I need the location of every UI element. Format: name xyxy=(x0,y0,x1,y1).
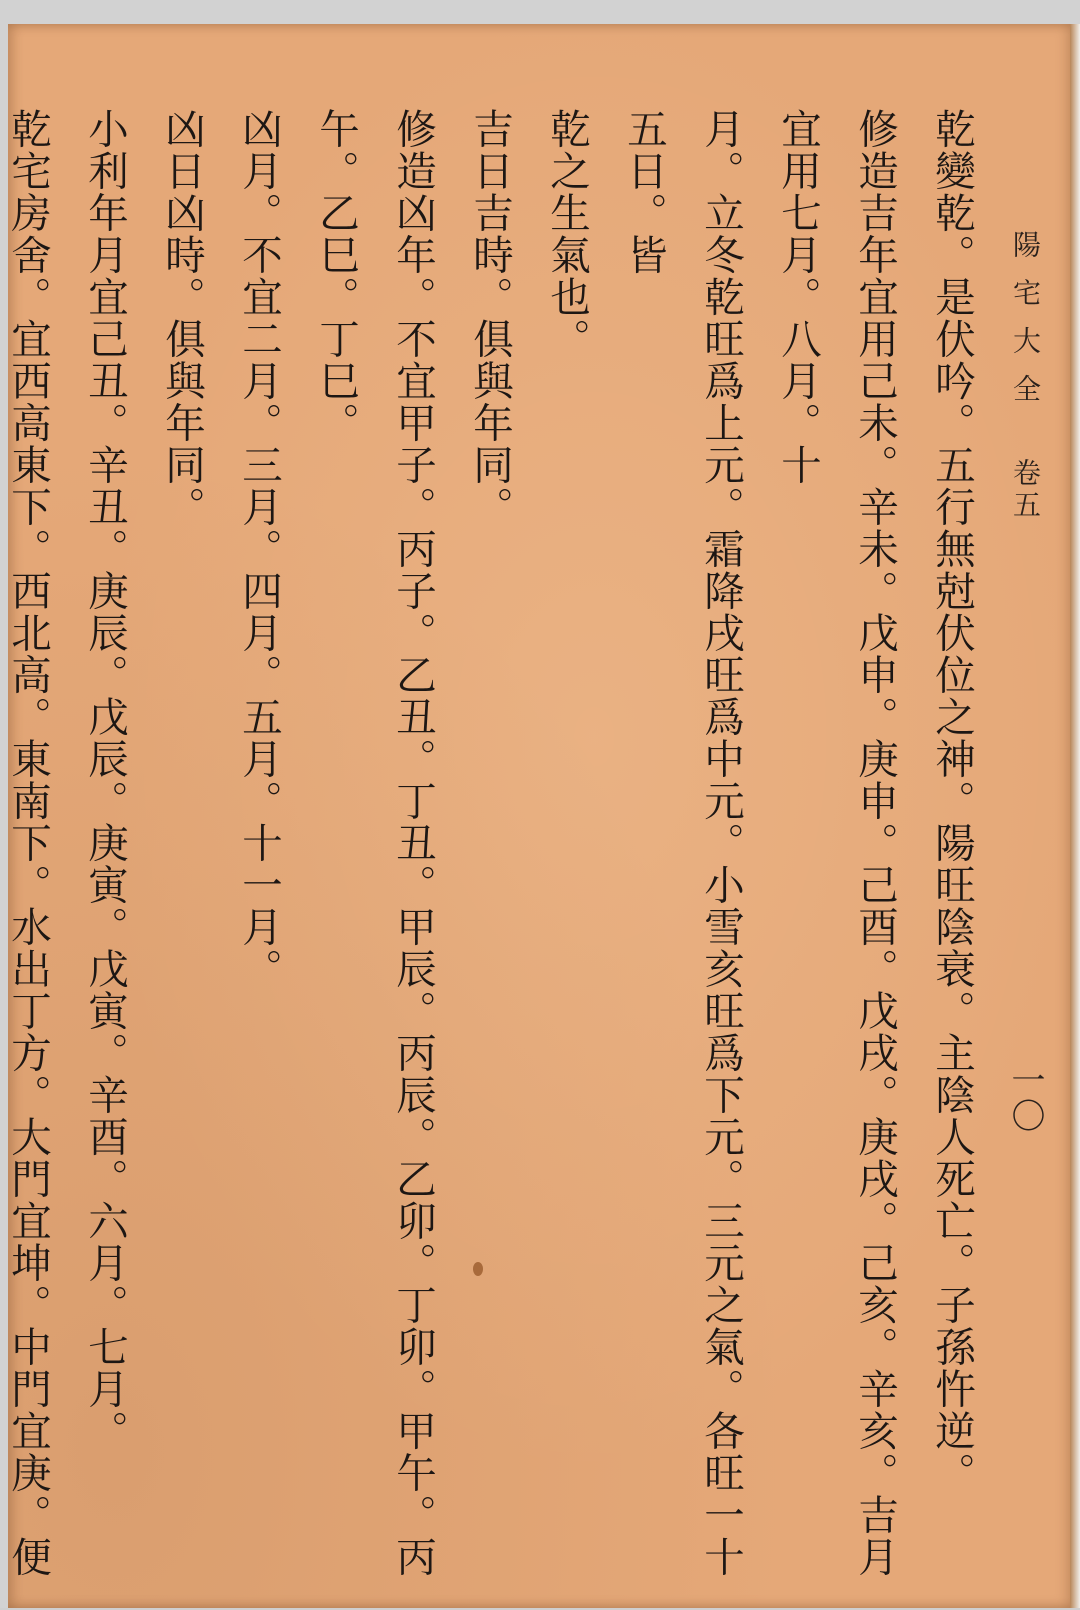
text-column: 修造吉年宜用己未。辛未。戊申。庚申。己酉。戊戌。庚戌。己亥。辛亥。吉月宜用七月。八月。十 xyxy=(774,108,899,1578)
vertical-text-body xyxy=(4,108,990,1588)
page-number: 一〇 xyxy=(1005,1062,1045,1134)
text-column: 月。立冬乾旺爲上元。霜降戌旺爲中元。小雪亥旺爲下元。三元之氣。各旺一十五日。皆 xyxy=(620,108,745,1578)
text-column: 凶月。不宜二月。三月。四月。五月。十一月。 xyxy=(235,108,283,990)
page-edge xyxy=(1070,24,1080,1608)
text-column: 凶日凶時。俱與年同。 xyxy=(158,108,206,528)
volume-label: 卷五 xyxy=(1009,458,1042,522)
text-column: 乾之生氣也。 xyxy=(543,108,591,360)
text-column: 乾變乾。是伏吟。五行無尅伏位之神。陽旺陰衰。主陰人死亡。子孫忤逆。 xyxy=(928,108,976,1494)
text-column: 修造凶年。不宜甲子。丙子。乙丑。丁丑。甲辰。丙辰。乙卯。丁卯。甲午。丙午。乙巳。丁巳。 xyxy=(312,108,437,1578)
text-column: 乾宅房舍。宜西高東下。西北高。東南下。水出丁方。大門宜坤。中門宜庚。便 xyxy=(4,108,52,1578)
running-head xyxy=(1000,230,1050,1610)
text-column: 小利年月宜己丑。辛丑。庚辰。戊辰。庚寅。戊寅。辛酉。六月。七月。 xyxy=(81,108,129,1452)
book-title: 陽宅大全 xyxy=(1009,230,1042,422)
text-column: 吉日吉時。俱與年同。 xyxy=(466,108,514,528)
